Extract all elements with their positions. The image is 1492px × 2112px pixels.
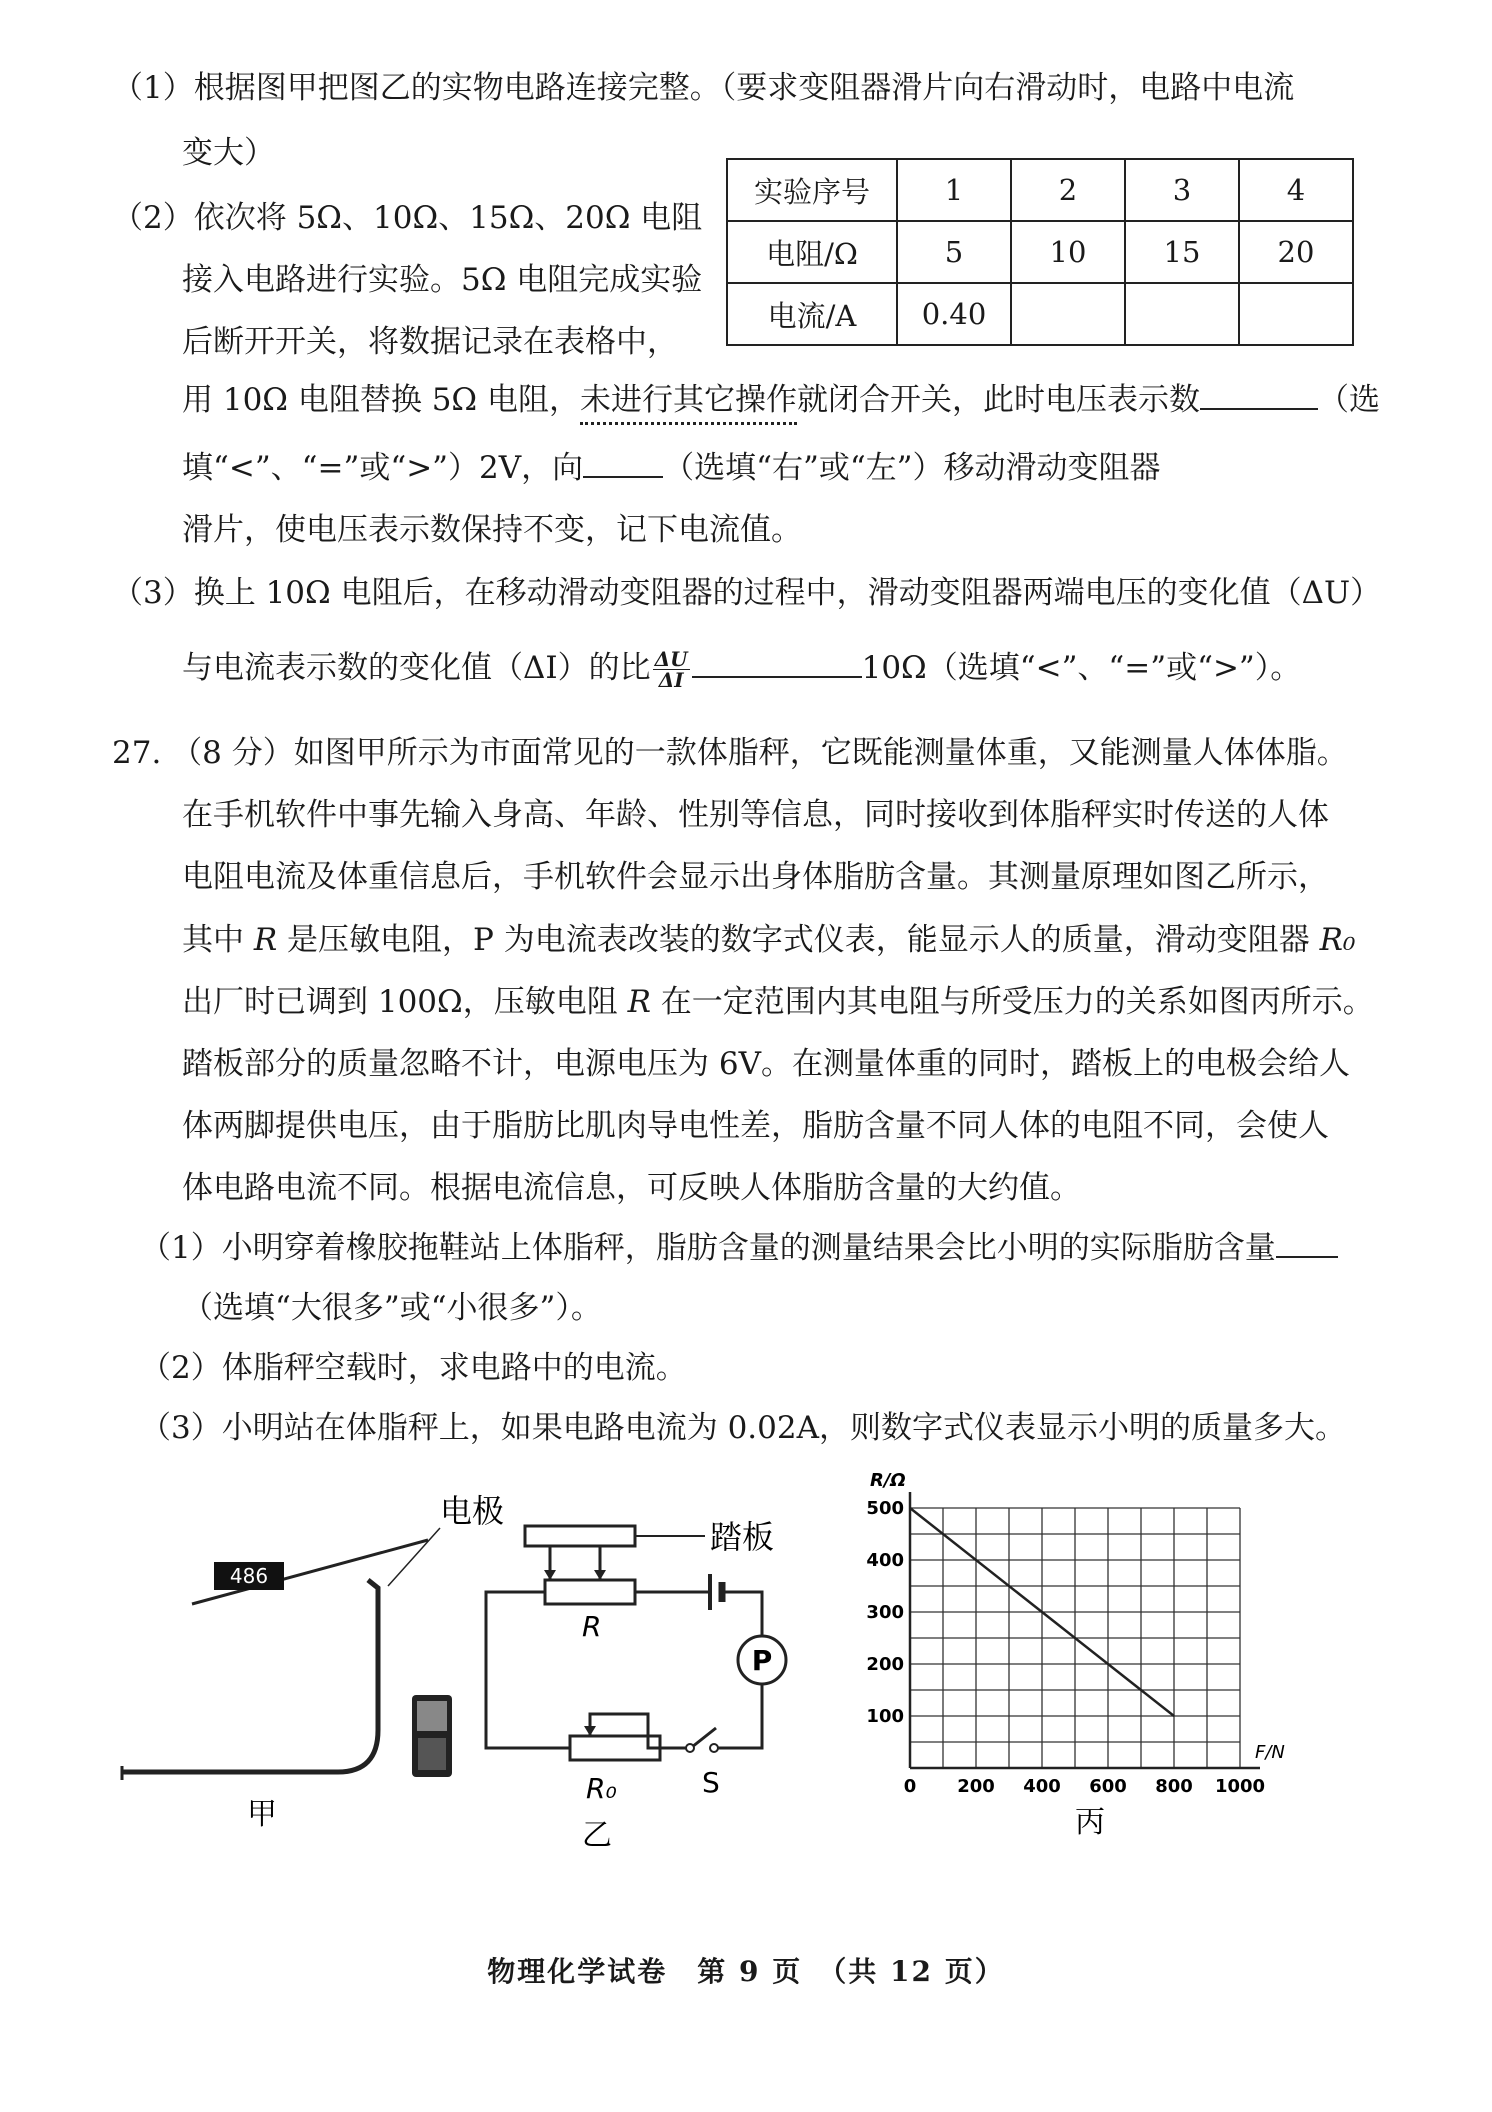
x-tick-label: 600 (1089, 1776, 1127, 1797)
q27-sub1-line1 (140, 1228, 1338, 1268)
q26-part1-line2: 变大） (182, 135, 275, 171)
table-cell (1011, 283, 1125, 345)
fraction-denominator: ΔI (658, 668, 684, 692)
text-run: 与电流表示数的变化值（ΔI）的比 (182, 650, 651, 686)
q27-line4 (182, 920, 1355, 960)
pedal-label: 踏板 (710, 1518, 775, 1556)
text-run: （8 分）如图甲所示为市面常见的一款体脂秤，它既能测量体重，又能测量人体体脂。 (171, 735, 1348, 771)
var-R0: R₀ (1319, 922, 1356, 958)
table-row (727, 221, 1353, 283)
scale-side-profile (122, 1580, 378, 1772)
table-cell: 20 (1239, 221, 1353, 283)
y-tick-label: 100 (866, 1706, 904, 1727)
q27-line7: 体两脚提供电压，由于脂肪比肌肉导电性差，脂肪含量不同人体的电阻不同，会使人 (182, 1108, 1329, 1144)
table-cell: 0.40 (897, 283, 1011, 345)
answer-blank[interactable] (692, 648, 862, 678)
question-number: 27. (112, 735, 162, 771)
x-tick-label: 400 (1023, 1776, 1061, 1797)
figure-jia-scale (110, 1480, 505, 1832)
text-run: 用 10Ω 电阻替换 5Ω 电阻， (182, 382, 580, 418)
x-tick-label: 800 (1155, 1776, 1193, 1797)
var-R: R (627, 984, 651, 1020)
q27-line3: 电阻电流及体重信息后，手机软件会显示出身体脂肪含量。其测量原理如图乙所示， (182, 859, 1329, 895)
pedal-plate (525, 1526, 635, 1546)
y-tick-label: 500 (866, 1498, 904, 1519)
q26-part3-line2 (182, 648, 1301, 690)
text-run-dotted: 未进行其它操作 (580, 382, 797, 425)
q27-line1 (112, 733, 1348, 773)
y-axis-label: R/Ω (870, 1470, 906, 1491)
table-cell: 10 (1011, 221, 1125, 283)
table-row (727, 159, 1353, 221)
q27-sub1-line2: （选填“大很多”或“小很多”）。 (182, 1290, 602, 1326)
table-cell: 4 (1239, 159, 1353, 221)
q27-sub2: （2）体脂秤空载时，求电路中的电流。 (140, 1350, 687, 1386)
wire-right-top (722, 1592, 762, 1636)
switch-contact (710, 1744, 718, 1752)
table-cell: 5 (897, 221, 1011, 283)
text-run: （选 (1318, 382, 1380, 418)
table-cell: 3 (1125, 159, 1239, 221)
table-cell: 电阻/Ω (727, 221, 897, 283)
q27-line5 (182, 982, 1374, 1022)
x-axis-label: F/N (1255, 1742, 1285, 1763)
answer-blank[interactable] (1200, 380, 1318, 410)
table-cell: 1 (897, 159, 1011, 221)
caption-bing: 丙 (1075, 1805, 1105, 1840)
x-tick-label: 0 (903, 1776, 917, 1797)
text-run: 在一定范围内其电阻与所受压力的关系如图丙所示。 (650, 984, 1374, 1020)
wire-right-bottom (714, 1684, 762, 1748)
y-tick-label: 400 (866, 1550, 904, 1571)
text-run: 就闭合开关，此时电压表示数 (797, 382, 1200, 418)
table-row (727, 283, 1353, 345)
q26-part1-line1: （1）根据图甲把图乙的实物电路连接完整。（要求变阻器滑片向右滑动时，电路中电流 (112, 70, 1295, 106)
label-R: R (582, 1610, 602, 1643)
answer-blank[interactable] (1276, 1228, 1338, 1258)
figure-yi-circuit (470, 1500, 830, 1860)
text-run: （选填“右”或“左”）移动滑动变阻器 (663, 450, 1161, 486)
phone-screen (417, 1701, 447, 1731)
q27-line2: 在手机软件中事先输入身高、年龄、性别等信息，同时接收到体脂秤实时传送的人体 (182, 797, 1329, 833)
table-cell (1125, 283, 1239, 345)
label-S: S (702, 1766, 720, 1799)
q26-part2-line2: 接入电路进行实验。5Ω 电阻完成实验 (182, 262, 703, 298)
caption-yi: 乙 (582, 1818, 612, 1853)
electrode-label: 电极 (440, 1492, 505, 1530)
data-table (726, 158, 1354, 346)
phone-keypad (418, 1738, 446, 1770)
text-run: 填“<”、“=”或“>”）2V，向 (182, 450, 584, 486)
q27-line6: 踏板部分的质量忽略不计，电源电压为 6V。在测量体重的同时，踏板上的电极会给人 (182, 1046, 1350, 1082)
text-run: （1）小明穿着橡胶拖鞋站上体脂秤，脂肪含量的测量结果会比小明的实际脂肪含量 (140, 1230, 1276, 1266)
scale-display-value: 486 (229, 1564, 269, 1588)
q26-part2-line4 (182, 380, 1380, 420)
q27-line8: 体电路电流不同。根据电流信息，可反映人体脂肪含量的大约值。 (182, 1170, 1081, 1206)
text-run: 是压敏电阻，P 为电流表改装的数字式仪表，能显示人的质量，滑动变阻器 (277, 922, 1320, 958)
figure-bing-chart (830, 1468, 1290, 1848)
rheostat-slider (590, 1714, 660, 1748)
table-cell (1239, 283, 1353, 345)
q26-part2-line3: 后断开开关，将数据记录在表格中， (182, 324, 678, 360)
q26-part2-line1: （2）依次将 5Ω、10Ω、15Ω、20Ω 电阻 (112, 200, 703, 236)
label-R0: R₀ (586, 1772, 617, 1805)
text-run: 10Ω（选填“<”、“=”或“>”）。 (861, 650, 1302, 686)
q26-part3-line1: （3）换上 10Ω 电阻后，在移动滑动变阻器的过程中，滑动变阻器两端电压的变化值（ΔU） (112, 575, 1382, 611)
switch-contact (686, 1744, 694, 1752)
table-cell: 实验序号 (727, 159, 897, 221)
x-tick-label: 1000 (1214, 1776, 1266, 1797)
q26-part2-line5 (182, 448, 1161, 488)
x-tick-label: 200 (957, 1776, 995, 1797)
q26-part2-line6: 滑片，使电压表示数保持不变，记下电流值。 (182, 512, 802, 548)
label-P: P (751, 1644, 773, 1677)
y-tick-label: 200 (866, 1654, 904, 1675)
wire-left (486, 1592, 570, 1748)
text-run: 出厂时已调到 100Ω，压敏电阻 (182, 984, 628, 1020)
var-R: R (253, 922, 278, 958)
fraction (653, 649, 690, 690)
resistor-R (545, 1580, 635, 1604)
caption-jia: 甲 (247, 1797, 277, 1832)
q27-sub3: （3）小明站在体脂秤上，如果电路电流为 0.02A，则数字式仪表显示小明的质量多大。 (140, 1410, 1346, 1446)
text-run: 其中 (182, 922, 254, 958)
electrode-pointer (388, 1528, 440, 1586)
answer-blank[interactable] (583, 448, 663, 478)
fraction-numerator: ΔU (654, 647, 688, 671)
page-footer: 物理化学试卷 第 9 页 （共 12 页） (487, 1955, 1005, 1988)
table-cell: 电流/A (727, 283, 897, 345)
table-cell: 15 (1125, 221, 1239, 283)
y-tick-label: 300 (866, 1602, 904, 1623)
table-cell: 2 (1011, 159, 1125, 221)
